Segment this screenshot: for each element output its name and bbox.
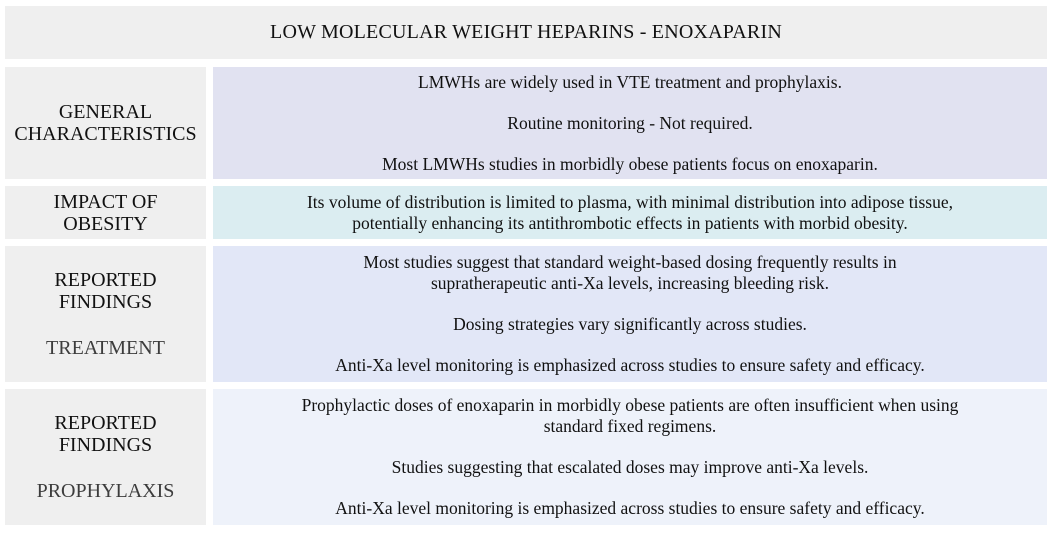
content-line: Most studies suggest that standard weight-based dosing frequently results in supratherapeutic anti-Xa levels, increasing bleeding risk. bbox=[363, 252, 897, 293]
row-content-impact-of-obesity bbox=[213, 186, 1047, 239]
content-line: Anti-Xa level monitoring is emphasized across studies to ensure safety and efficacy. bbox=[335, 498, 925, 518]
row-sublabel-treatment: TREATMENT bbox=[46, 337, 165, 359]
row-label-text: REPORTED FINDINGS bbox=[54, 412, 157, 456]
table-title-bar bbox=[5, 6, 1047, 59]
row-label-general-characteristics bbox=[5, 67, 206, 179]
content-line: Anti-Xa level monitoring is emphasized across studies to ensure safety and efficacy. bbox=[335, 355, 925, 375]
row-content-reported-findings-prophylaxis bbox=[213, 389, 1047, 525]
table-title: LOW MOLECULAR WEIGHT HEPARINS - ENOXAPARIN bbox=[270, 21, 782, 43]
content-line: Its volume of distribution is limited to plasma, with minimal distribution into adipose tissue, bbox=[306, 191, 953, 212]
content-line: Routine monitoring - Not required. bbox=[507, 112, 753, 133]
row-content-general-characteristics bbox=[213, 67, 1047, 179]
row-content-reported-findings-treatment bbox=[213, 246, 1047, 382]
row-label-text: REPORTED FINDINGS bbox=[54, 269, 157, 313]
row-label-text: IMPACT OF OBESITY bbox=[53, 190, 158, 235]
row-label-impact-of-obesity bbox=[5, 186, 206, 239]
content-line: Studies suggesting that escalated doses may improve anti-Xa levels. bbox=[391, 457, 869, 477]
content-line: Most LMWHs studies in morbidly obese patients focus on enoxaparin. bbox=[382, 153, 878, 174]
row-label-reported-findings-prophylaxis bbox=[5, 389, 206, 525]
content-line: LMWHs are widely used in VTE treatment and prophylaxis. bbox=[418, 71, 842, 92]
content-line: Prophylactic doses of enoxaparin in morbidly obese patients are often insufficient when using standard fixed regimens. bbox=[301, 395, 959, 436]
row-label-text: GENERAL CHARACTERISTICS bbox=[14, 101, 197, 145]
row-sublabel-prophylaxis: PROPHYLAXIS bbox=[36, 480, 175, 502]
content-line: Dosing strategies vary significantly across studies. bbox=[453, 314, 807, 334]
row-label-reported-findings-treatment bbox=[5, 246, 206, 382]
content-line: potentially enhancing its antithrombotic effects in patients with morbid obesity. bbox=[352, 212, 908, 233]
